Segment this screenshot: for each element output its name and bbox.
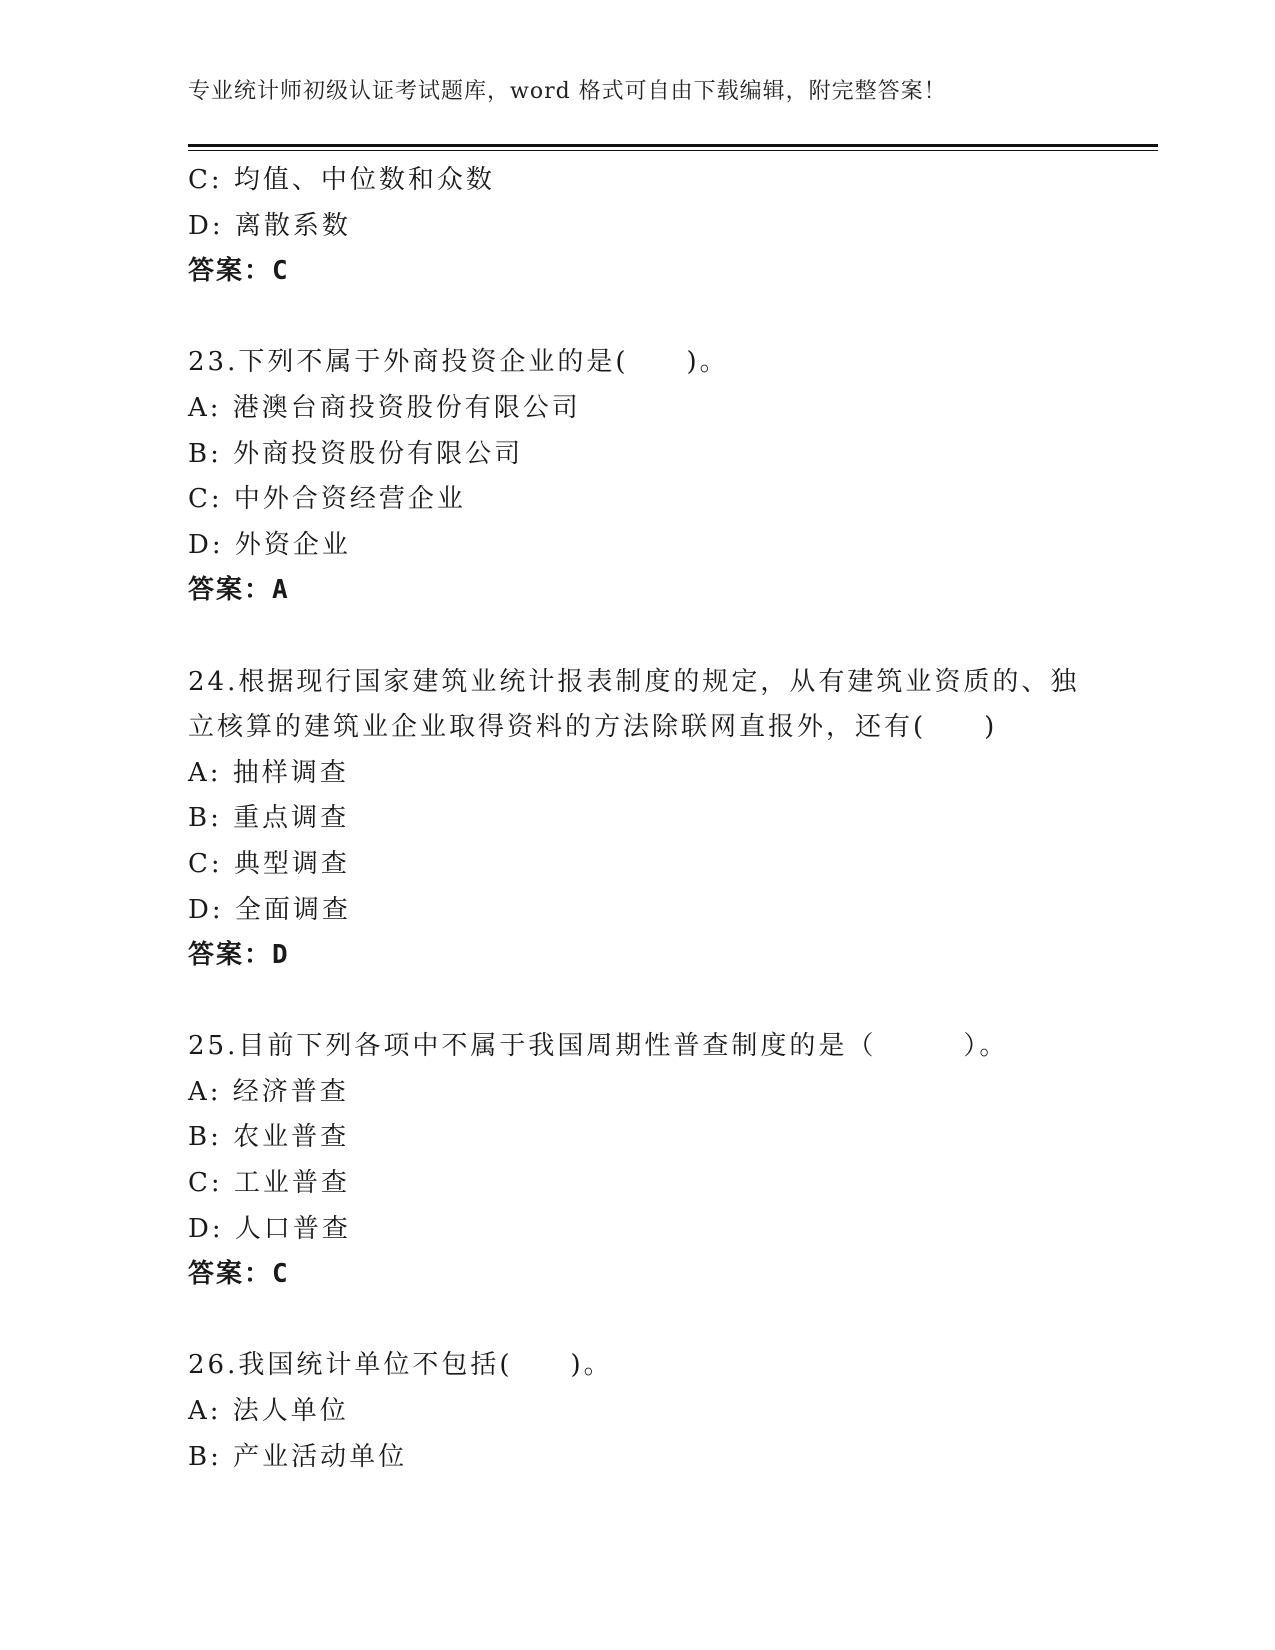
answer: 答案：C [188, 256, 290, 287]
answer: 答案：A [188, 575, 290, 606]
page-header: 专业统计师初级认证考试题库，word 格式可自由下载编辑，附完整答案！ [188, 79, 947, 104]
question-stem: 26.我国统计单位不包括( )。 [188, 1350, 613, 1381]
question-22-tail [188, 158, 1088, 295]
option-d: D: 离散系数 [188, 210, 351, 241]
header-rule-thick [188, 144, 1158, 147]
question-stem: 25.目前下列各项中不属于我国周期性普查制度的是（ ）。 [188, 1031, 1009, 1062]
option-b: B: 外商投资股份有限公司 [188, 438, 524, 469]
option-c: C: 工业普查 [188, 1168, 350, 1199]
option-c: C: 典型调查 [188, 848, 350, 879]
question-stem-continued: 立核算的建筑业企业取得资料的方法除联网直报外，还有( ) [188, 712, 998, 743]
spacer [188, 295, 1088, 341]
header-rule-thin [188, 150, 1158, 151]
option-d: D: 人口普查 [188, 1213, 351, 1244]
option-a: A: 法人单位 [188, 1396, 349, 1427]
option-b: B: 重点调查 [188, 803, 350, 834]
option-d: D: 外资企业 [188, 529, 351, 560]
option-b: B: 农业普查 [188, 1122, 350, 1153]
option-a: A: 港澳台商投资股份有限公司 [188, 392, 581, 423]
question-list [188, 158, 1088, 1480]
option-c: C: 均值、中位数和众数 [188, 165, 495, 195]
option-d: D: 全面调查 [188, 894, 351, 925]
answer: 答案：D [188, 940, 290, 971]
answer: 答案：C [188, 1259, 290, 1290]
question-26 [188, 1343, 1088, 1480]
option-c: C: 中外合资经营企业 [188, 484, 466, 515]
spacer [188, 614, 1088, 660]
question-25 [188, 1024, 1088, 1298]
option-a: A: 经济普查 [188, 1076, 349, 1107]
option-a: A: 抽样调查 [188, 757, 349, 788]
spacer [188, 979, 1088, 1025]
option-b: B: 产业活动单位 [188, 1441, 408, 1472]
question-stem: 23.下列不属于外商投资企业的是( )。 [188, 347, 729, 378]
question-24 [188, 660, 1088, 979]
question-23 [188, 340, 1088, 614]
spacer [188, 1298, 1088, 1344]
question-stem: 24.根据现行国家建筑业统计报表制度的规定，从有建筑业资质的、独 [188, 666, 1080, 697]
